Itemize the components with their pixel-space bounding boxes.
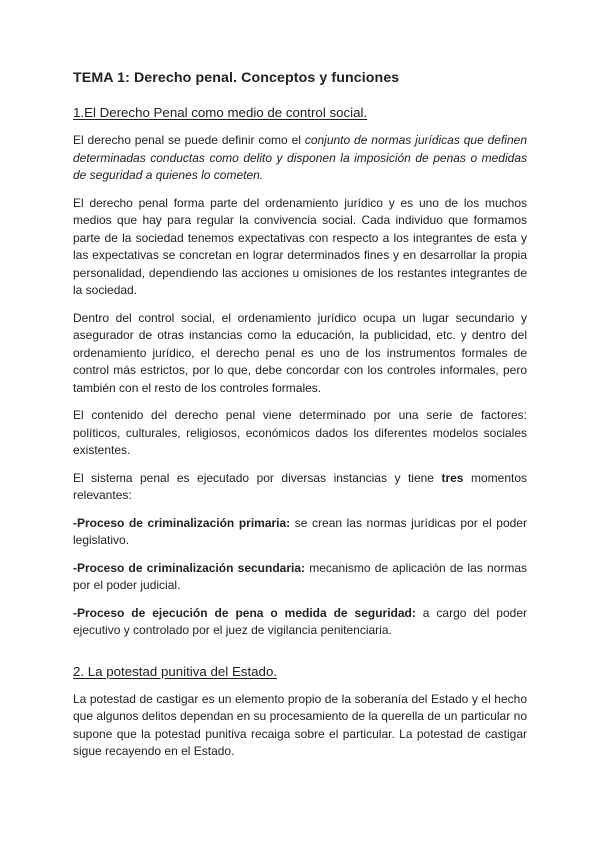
- list-item-primary-criminalization: [73, 515, 527, 550]
- section-1-heading: 1.El Derecho Penal como medio de control social.: [73, 105, 368, 120]
- paragraph-5-bold: tres: [441, 470, 464, 485]
- section-2-heading: 2. La potestad punitiva del Estado.: [73, 663, 278, 679]
- list-item-dash: -: [73, 515, 77, 530]
- list-item-term: Proceso de criminalización secundaria:: [77, 560, 306, 575]
- list-item-description: mecanismo de aplicación de las normas por el poder judicial.: [73, 560, 527, 592]
- list-item-term: Proceso de ejecución de pena o medida de seguridad:: [77, 605, 416, 620]
- definition-intro: El derecho penal se puede definir como el: [73, 133, 305, 147]
- list-item-penalty-execution: [73, 605, 527, 640]
- list-item-secondary-criminalization: [73, 560, 527, 595]
- section-1-paragraph-2: El derecho penal forma parte del ordenamiento jurídico y es uno de los muchos medios que hay para regular la convivencia social. Cada individuo que formamos parte de la sociedad tenemos expectativas con respecto a los integrantes de esta y las expectativas se concretan en lograr determinados fines y en desarrollar la propia personalidad, dependiendo las acciones u omisiones de los restantes integrantes de la sociedad.: [73, 195, 527, 297]
- paragraph-5-intro: El sistema penal es ejecutado por diversas instancias y tiene: [73, 470, 442, 485]
- section-1-paragraph-4: El contenido del derecho penal viene determinado por una serie de factores: políticos, culturales, religiosos, económicos dados los diferentes modelos sociales existentes.: [73, 408, 527, 457]
- section-1-paragraph-1: [73, 132, 527, 185]
- document-title: TEMA 1: Derecho penal. Conceptos y funciones: [73, 70, 400, 86]
- definition-italic: conjunto de normas jurídicas que definen determinadas conductas como delito y disponen la imposición de penas o medidas de seguridad a quienes lo cometen.: [73, 133, 527, 182]
- list-item-term: Proceso de criminalización primaria:: [77, 515, 291, 530]
- list-item-dash: -: [73, 560, 77, 575]
- section-1-paragraph-3: Dentro del control social, el ordenamiento jurídico ocupa un lugar secundario y asegurador de otras instancias como la educación, la publicidad, etc. y dentro del ordenamiento jurídico, el derecho penal es uno de los instrumentos formales de control más estrictos, por lo que, debe concordar con los controles informales, pero también con el resto de los controles formales.: [73, 310, 527, 395]
- list-item-dash: -: [73, 605, 77, 620]
- list-item-description: se crean las normas jurídicas por el poder legislativo.: [73, 515, 527, 547]
- list-item-description: a cargo del poder ejecutivo y controlado por el juez de vigilancia penitenciaria.: [73, 605, 527, 637]
- section-1-paragraph-5: [73, 470, 527, 505]
- section-2-paragraph-1: La potestad de castigar es un elemento propio de la soberanía del Estado y el hecho que algunos delitos dependan en su procesamiento de la querella de un particular no supone que la potestad punitiva recaiga sobre el particular. La potestad de castigar sigue recayendo en el Estado.: [73, 691, 527, 758]
- paragraph-5-end: momentos relevantes:: [73, 470, 528, 502]
